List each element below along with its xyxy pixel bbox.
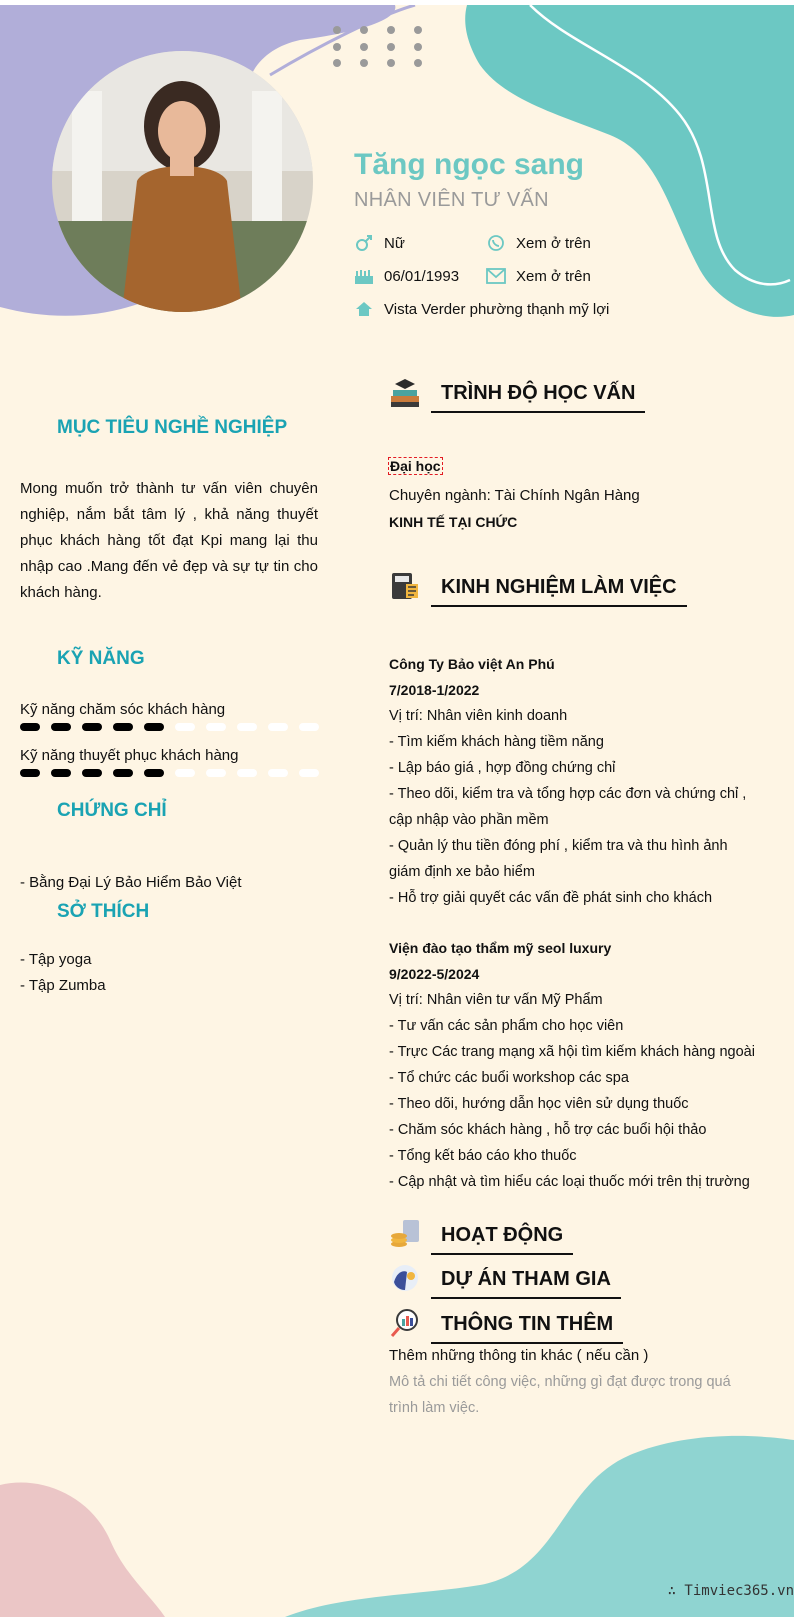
certificates-heading: CHỨNG CHỈ bbox=[57, 800, 167, 821]
gender-icon bbox=[354, 233, 374, 253]
experience-detail: - Tổng kết báo cáo kho thuốc bbox=[389, 1148, 577, 1164]
skill-segment-filled bbox=[82, 769, 102, 777]
experience-role: Vị trí: Nhân viên kinh doanh bbox=[389, 708, 568, 724]
experience-detail: - Tìm kiếm khách hàng tiềm năng bbox=[389, 734, 604, 750]
skill-segment-empty bbox=[299, 723, 319, 731]
experience-period: 7/2018-1/2022 bbox=[389, 682, 480, 698]
skill-segment-filled bbox=[51, 769, 71, 777]
skill-segment-empty bbox=[268, 723, 288, 731]
experience-detail: - Lập báo giá , hợp đồng chứng chỉ bbox=[389, 760, 616, 776]
phone-value: Xem ở trên bbox=[516, 234, 591, 252]
email-row bbox=[486, 266, 591, 286]
activities-section-header bbox=[389, 1218, 573, 1255]
more-info-heading: THÔNG TIN THÊM bbox=[431, 1313, 623, 1344]
hobby-item: - Tập Zumba bbox=[20, 977, 106, 994]
education-degree-wrap bbox=[389, 458, 442, 476]
education-major: Chuyên ngành: Tài Chính Ngân Hàng bbox=[389, 487, 640, 504]
skill-segment-filled bbox=[51, 723, 71, 731]
experience-detail: - Tư vấn các sản phẩm cho học viên bbox=[389, 1018, 624, 1034]
pink-blob bbox=[0, 1482, 165, 1617]
skill-segment-empty bbox=[175, 769, 195, 777]
skill-segment-filled bbox=[82, 723, 102, 731]
skill-segment-filled bbox=[144, 769, 164, 777]
education-heading: TRÌNH ĐỘ HỌC VẤN bbox=[431, 382, 645, 413]
objective-text: Mong muốn trở thành tư vấn viên chuyên nghiệp, nắm bắt tâm lý , khả năng thuyết phục khách hàng tốt đạt Kpi mang lại thu nhập cao .Mang đến vẻ đẹp và sự tự tin cho khách hàng. bbox=[20, 480, 318, 601]
experience-role: Vị trí: Nhân viên tư vấn Mỹ Phẩm bbox=[389, 992, 603, 1008]
magnifier-chart-icon bbox=[389, 1307, 421, 1344]
skill-item bbox=[20, 743, 320, 777]
avatar bbox=[52, 51, 313, 312]
experience-detail: - Theo dõi, hướng dẫn học viên sử dụng thuốc bbox=[389, 1096, 689, 1112]
cv-page bbox=[0, 5, 794, 1617]
skill-segment-empty bbox=[175, 723, 195, 731]
birthday-cake-icon bbox=[354, 266, 374, 286]
hobby-item: - Tập yoga bbox=[20, 951, 92, 968]
activities-heading: HOẠT ĐỘNG bbox=[431, 1224, 573, 1255]
email-value: Xem ở trên bbox=[516, 267, 591, 285]
birthday-row bbox=[354, 266, 459, 286]
education-degree: Đại học bbox=[390, 458, 441, 474]
skill-level-bar bbox=[20, 769, 320, 777]
skill-segment-empty bbox=[206, 723, 226, 731]
hobbies-heading: SỞ THÍCH bbox=[57, 901, 150, 922]
skill-level-bar bbox=[20, 723, 320, 731]
skill-segment-empty bbox=[206, 769, 226, 777]
address-value: Vista Verder phường thạnh mỹ lợi bbox=[384, 300, 610, 318]
experience-detail: - Theo dõi, kiểm tra và tổng hợp các đơn và chứng chỉ , cập nhập vào phần mềm bbox=[389, 786, 747, 828]
phone-row bbox=[486, 233, 591, 253]
experience-detail: - Tổ chức các buổi workshop các spa bbox=[389, 1070, 629, 1086]
education-school: KINH TẾ TẠI CHỨC bbox=[389, 514, 518, 530]
gender-row bbox=[354, 233, 405, 253]
experience-detail: - Trực Các trang mạng xã hội tìm kiếm khách hàng ngoài bbox=[389, 1044, 755, 1060]
skill-segment-filled bbox=[144, 723, 164, 731]
skills-heading: KỸ NĂNG bbox=[57, 648, 145, 669]
skill-segment-filled bbox=[113, 723, 133, 731]
skill-segment-filled bbox=[113, 769, 133, 777]
experience-period: 9/2022-5/2024 bbox=[389, 966, 480, 982]
experience-company: Công Ty Bảo việt An Phú bbox=[389, 656, 555, 672]
experience-detail: - Hỗ trợ giải quyết các vấn đề phát sinh cho khách bbox=[389, 890, 713, 906]
experience-heading: KINH NGHIỆM LÀM VIỆC bbox=[431, 576, 687, 607]
project-icon bbox=[389, 1262, 421, 1299]
skill-segment-filled bbox=[20, 723, 40, 731]
skill-segment-filled bbox=[20, 769, 40, 777]
gender-value: Nữ bbox=[384, 234, 405, 252]
coins-icon bbox=[389, 1218, 421, 1255]
watermark: ∴ Timviec365.vn bbox=[667, 1583, 794, 1599]
home-icon bbox=[354, 299, 374, 319]
skill-name: Kỹ năng thuyết phục khách hàng bbox=[20, 747, 239, 764]
skill-segment-empty bbox=[299, 769, 319, 777]
job-position: NHÂN VIÊN TƯ VẤN bbox=[354, 189, 549, 211]
candidate-name: Tăng ngọc sang bbox=[354, 148, 585, 181]
skill-item bbox=[20, 697, 320, 731]
objective-heading: MỤC TIÊU NGHỀ NGHIỆP bbox=[57, 417, 288, 438]
experience-item bbox=[389, 651, 759, 911]
calculator-icon bbox=[389, 570, 421, 607]
projects-section-header bbox=[389, 1262, 621, 1299]
address-row bbox=[354, 299, 609, 319]
projects-heading: DỰ ÁN THAM GIA bbox=[431, 1268, 621, 1299]
whatsapp-icon bbox=[486, 233, 506, 253]
skill-segment-empty bbox=[268, 769, 288, 777]
more-info-hint: Mô tả chi tiết công việc, những gì đạt được trong quá trình làm việc. bbox=[389, 1374, 731, 1416]
experience-company: Viện đào tạo thẩm mỹ seol luxury bbox=[389, 940, 612, 956]
experience-detail: - Cập nhật và tìm hiểu các loại thuốc mới trên thị trường bbox=[389, 1174, 750, 1190]
more-info-text: Thêm những thông tin khác ( nếu cần ) bbox=[389, 1347, 649, 1364]
education-section-header bbox=[389, 376, 645, 413]
envelope-icon bbox=[486, 266, 506, 286]
books-icon bbox=[389, 376, 421, 413]
experience-detail: - Quản lý thu tiền đóng phí , kiểm tra và thu hình ảnh giám định xe bảo hiểm bbox=[389, 838, 728, 880]
experience-section-header bbox=[389, 570, 687, 607]
skill-segment-empty bbox=[237, 769, 257, 777]
experience-detail: - Chăm sóc khách hàng , hỗ trợ các buổi hội thảo bbox=[389, 1122, 707, 1138]
birthday-value: 06/01/1993 bbox=[384, 267, 460, 285]
certificate-item: - Bằng Đại Lý Bảo Hiểm Bảo Việt bbox=[20, 874, 242, 891]
skill-segment-empty bbox=[237, 723, 257, 731]
experience-item bbox=[389, 935, 769, 1195]
skill-name: Kỹ năng chăm sóc khách hàng bbox=[20, 701, 226, 718]
more-info-section-header bbox=[389, 1307, 623, 1344]
